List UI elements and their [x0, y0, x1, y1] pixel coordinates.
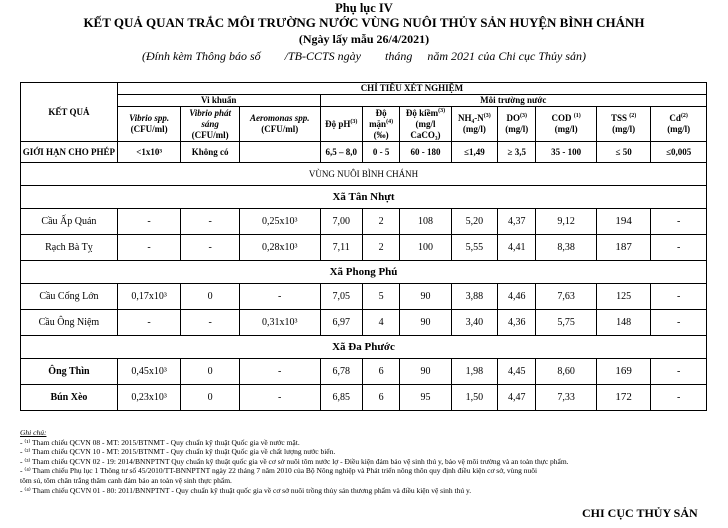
cell-vibrio: -: [117, 310, 181, 336]
cell-cod: 7,63: [536, 284, 597, 310]
cell-vibrio-ps: 0: [181, 284, 240, 310]
cell-nh4: 1,50: [451, 385, 497, 411]
header-nh4: NH₄-$N^{(3)}$ (mg/l): [451, 107, 497, 142]
footnotes: [20, 428, 710, 495]
limit-vibrio-ps: Không có: [181, 142, 240, 163]
footnote: - ⁽¹⁾ Tham chiếu QCVN 08 - MT: 2015/BTNMT - Quy chuẩn kỹ thuật Quốc gia về nước mặt.: [20, 437, 300, 447]
header-ket-qua: KẾT QUẢ: [21, 83, 118, 142]
header-vibrio: Vibrio spp. (CFU/ml): [117, 107, 181, 142]
cell-nh4: 3,88: [451, 284, 497, 310]
cell-man: 4: [362, 310, 399, 336]
header-aeromonas: Aeromonas spp. (CFU/ml): [239, 107, 320, 142]
cell-tss: 148: [596, 310, 650, 336]
footnote: - ⁽³⁾ Tham chiếu QCVN 02 - 19: 2014/BNNPTNT Quy chuẩn kỹ thuật quốc gia về cơ sở nuôi tôm nước lợ - Điều kiện đảm bảo vệ sinh thú y, bảo vệ môi trường và an toàn thực phẩm.: [20, 456, 569, 466]
cell-ph: 6,78: [320, 359, 362, 385]
header-tss: TSS $^{(2)}$ (mg/l): [596, 107, 650, 142]
cell-do: 4,37: [498, 209, 536, 235]
limits-label: GIỚI HẠN CHO PHÉP: [21, 142, 118, 163]
cell-do: 4,47: [498, 385, 536, 411]
header-do-man: Độ mặn$^{(4)}$ (‰): [362, 107, 399, 142]
signature-block: CHI CỤC THỦY SẢN: [582, 506, 698, 520]
table-row: [21, 359, 707, 385]
cell-cod: 5,75: [536, 310, 597, 336]
site-name: Rạch Bà Tỵ: [21, 235, 118, 261]
cell-ph: 7,00: [320, 209, 362, 235]
cell-kiem: 90: [400, 284, 451, 310]
site-name: Ông Thìn: [21, 359, 118, 385]
cell-nh4: 5,55: [451, 235, 497, 261]
limit-vibrio: <1x10³: [117, 142, 181, 163]
cell-nh4: 5,20: [451, 209, 497, 235]
limit-aeromonas: [239, 142, 320, 163]
table-row: [21, 284, 707, 310]
cell-vibrio: 0,17x10³: [117, 284, 181, 310]
commune-heading: Xã Tân Nhựt: [21, 186, 707, 209]
cell-aeromonas: 0,28x10³: [239, 235, 320, 261]
cell-man: 2: [362, 235, 399, 261]
cell-nh4: 3,40: [451, 310, 497, 336]
cell-do: 4,46: [498, 284, 536, 310]
cell-cd: -: [651, 359, 707, 385]
header-vibrio-phat-sang: Vibrio phát sáng (CFU/ml): [181, 107, 240, 142]
cell-aeromonas: -: [239, 359, 320, 385]
header-ph: Độ $pH^{(3)}$: [320, 107, 362, 142]
cell-cod: 7,33: [536, 385, 597, 411]
cell-cod: 9,12: [536, 209, 597, 235]
cell-ph: 6,85: [320, 385, 362, 411]
footnote: - ⁽⁴⁾ Tham chiếu Phụ lục 1 Thông tư số 45/2010/TT-BNNPTNT ngày 22 tháng 7 năm 2010 của Bộ Nông nghiệp và Phát triển nông thôn quy định điều kiện cơ sở, vùng nuôi: [20, 466, 538, 476]
cell-tss: 169: [596, 359, 650, 385]
cell-vibrio-ps: 0: [181, 385, 240, 411]
cell-ph: 6,97: [320, 310, 362, 336]
cell-ph: 7,11: [320, 235, 362, 261]
table-row: [21, 209, 707, 235]
cell-tss: 194: [596, 209, 650, 235]
cell-aeromonas: 0,31x10³: [239, 310, 320, 336]
cell-nh4: 1,98: [451, 359, 497, 385]
cell-vibrio: 0,23x10³: [117, 385, 181, 411]
cell-cod: 8,38: [536, 235, 597, 261]
footnote: - ⁽⁴⁾ Tham chiếu QCVN 01 - 80: 2011/BNNPTNT - Quy chuẩn kỹ thuật quốc gia về cơ sở nuôi trồng thủy sản thương phẩm và điều kiện vệ sinh thú y.: [20, 485, 472, 495]
cell-do: 4,36: [498, 310, 536, 336]
sampling-date: (Ngày lấy mẫu 26/4/2021): [298, 32, 430, 46]
commune-heading: Xã Đa Phước: [21, 336, 707, 359]
notes-title: Ghi chú:: [20, 428, 47, 437]
header-cod: COD $^{(1)}$ (mg/l): [536, 107, 597, 142]
cell-man: 6: [362, 385, 399, 411]
region-heading: VÙNG NUÔI BÌNH CHÁNH: [21, 163, 707, 186]
cell-man: 2: [362, 209, 399, 235]
limit-do: ≥ 3,5: [498, 142, 536, 163]
commune-heading: Xã Phong Phú: [21, 261, 707, 284]
limit-man: 0 - 5: [362, 142, 399, 163]
cell-cd: -: [651, 310, 707, 336]
limit-cod: 35 - 100: [536, 142, 597, 163]
header-do: DO$^{(3)}$ (mg/l): [498, 107, 536, 142]
cell-vibrio-ps: -: [181, 310, 240, 336]
cell-kiem: 95: [400, 385, 451, 411]
cell-tss: 125: [596, 284, 650, 310]
document-title: KẾT QUẢ QUAN TRẮC MÔI TRƯỜNG NƯỚC VÙNG NUÔI THỦY SẢN HUYỆN BÌNH CHÁNH: [83, 15, 645, 30]
cell-man: 5: [362, 284, 399, 310]
cell-man: 6: [362, 359, 399, 385]
header-cd: Cd$^{(2)}$ (mg/l): [651, 107, 707, 142]
cell-vibrio-ps: -: [181, 209, 240, 235]
cell-vibrio-ps: -: [181, 235, 240, 261]
footnote: tôm sú, tôm chân trắng thâm canh đảm bảo an toàn vệ sinh thực phẩm.: [20, 475, 232, 485]
cell-ph: 7,05: [320, 284, 362, 310]
cell-tss: 187: [596, 235, 650, 261]
cell-vibrio: 0,45x10³: [117, 359, 181, 385]
attachment-note: (Đính kèm Thông báo số /TB-CCTS ngày tháng năm 2021 của Chi cục Thủy sản): [142, 49, 586, 63]
site-name: Bún Xèo: [21, 385, 118, 411]
appendix-label: Phụ lục IV: [335, 1, 393, 15]
cell-tss: 172: [596, 385, 650, 411]
cell-vibrio: -: [117, 235, 181, 261]
cell-cd: -: [651, 385, 707, 411]
header-moi-truong: Môi trường nước: [320, 95, 706, 107]
table-row: [21, 235, 707, 261]
table-row: [21, 385, 707, 411]
limit-tss: ≤ 50: [596, 142, 650, 163]
limit-cd: ≤0,005: [651, 142, 707, 163]
header-vi-khuan: Vi khuẩn: [117, 95, 320, 107]
footnote: - ⁽²⁾ Tham chiếu QCVN 10 - MT: 2015/BTNMT - Quy chuẩn kỹ thuật Quốc gia về chất lượng nước biển.: [20, 447, 336, 457]
limits-row: [21, 142, 707, 163]
cell-cd: -: [651, 284, 707, 310]
cell-aeromonas: 0,25x10³: [239, 209, 320, 235]
cell-cd: -: [651, 235, 707, 261]
cell-vibrio: -: [117, 209, 181, 235]
limit-kiem: 60 - 180: [400, 142, 451, 163]
header-chi-tieu: CHỈ TIÊU XÉT NGHIỆM: [117, 83, 706, 95]
limit-ph: 6,5 – 8,0: [320, 142, 362, 163]
cell-kiem: 90: [400, 310, 451, 336]
cell-kiem: 90: [400, 359, 451, 385]
site-name: Cầu Ông Niệm: [21, 310, 118, 336]
cell-kiem: 108: [400, 209, 451, 235]
cell-vibrio-ps: 0: [181, 359, 240, 385]
cell-cd: -: [651, 209, 707, 235]
cell-aeromonas: -: [239, 385, 320, 411]
site-name: Cầu Cống Lớn: [21, 284, 118, 310]
cell-cod: 8,60: [536, 359, 597, 385]
limit-nh4: ≤1,49: [451, 142, 497, 163]
table-row: [21, 310, 707, 336]
results-table: [20, 82, 707, 411]
cell-aeromonas: -: [239, 284, 320, 310]
cell-do: 4,41: [498, 235, 536, 261]
header-do-kiem: Độ kiềm$^{(3)}$ (mg/l CaCO₃): [400, 107, 451, 142]
cell-do: 4,45: [498, 359, 536, 385]
cell-kiem: 100: [400, 235, 451, 261]
site-name: Cầu Ấp Quán: [21, 209, 118, 235]
